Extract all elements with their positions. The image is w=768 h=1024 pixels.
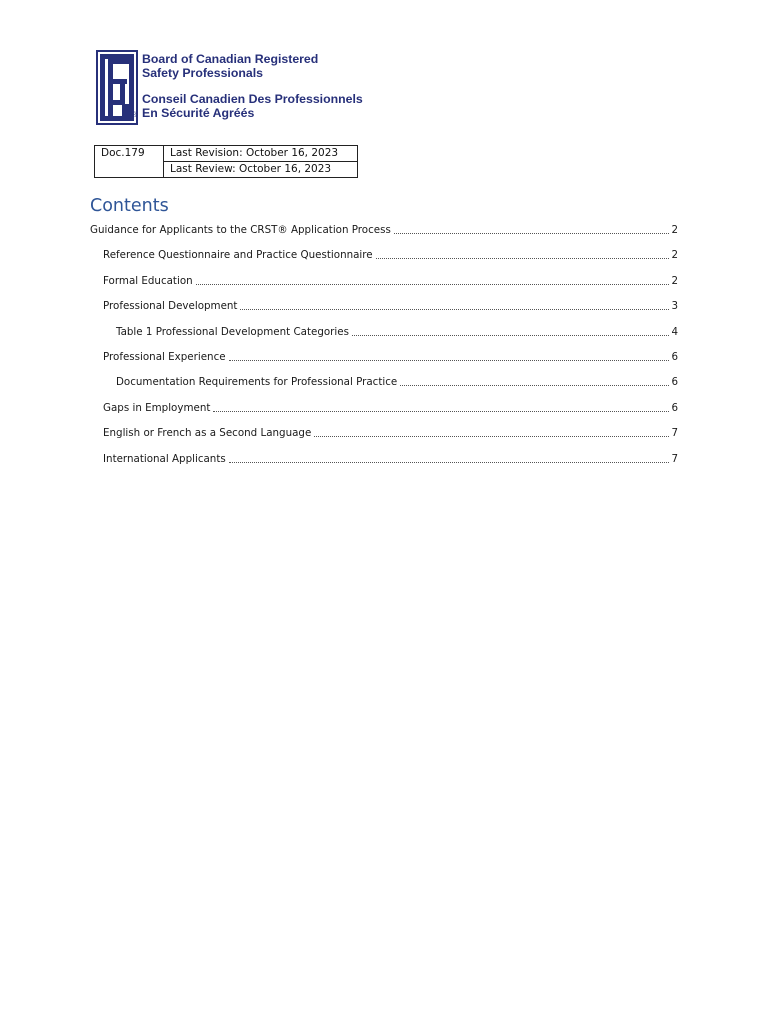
org-name-line: En Sécurité Agréés	[142, 106, 255, 120]
toc-dot-leader	[352, 334, 669, 336]
organization-name	[142, 52, 363, 120]
toc-entry-label: Professional Experience	[103, 351, 226, 363]
toc-entry-label: English or French as a Second Language	[103, 427, 312, 440]
toc-dot-leader	[394, 232, 670, 234]
toc-dot-leader	[376, 257, 670, 259]
toc-entry-label: Documentation Requirements for Professional Practice	[116, 376, 398, 389]
toc-dot-leader	[229, 359, 670, 361]
toc-entry[interactable]	[90, 450, 678, 466]
toc-entry-page-number: 2	[671, 224, 678, 236]
org-name-line: Board of Canadian Registered	[142, 52, 319, 66]
toc-entry-page-number: 6	[671, 351, 678, 363]
toc-entry[interactable]	[90, 246, 678, 262]
toc-entry-label: International Applicants	[103, 452, 226, 465]
org-name-line: Safety Professionals	[142, 66, 263, 80]
last-revision: Last Revision: October 16, 2023	[164, 146, 358, 162]
toc-entry-label: Gaps in Employment	[103, 401, 211, 414]
toc-entry-page-number: 6	[671, 376, 678, 389]
toc-entry[interactable]	[90, 399, 678, 415]
toc-dot-leader	[196, 283, 670, 285]
toc-dot-leader	[213, 410, 669, 412]
toc-entry[interactable]	[90, 297, 678, 313]
toc-dot-leader	[314, 435, 669, 437]
last-review: Last Review: October 16, 2023	[164, 162, 358, 178]
registered-mark: ®	[132, 112, 138, 119]
organization-logo	[96, 50, 381, 126]
doc-number: Doc.179	[95, 146, 164, 178]
document-revision-table	[94, 145, 358, 178]
org-name-line: Conseil Canadien Des Professionnels	[142, 92, 363, 106]
toc-entry[interactable]	[90, 373, 678, 389]
toc-entry[interactable]	[90, 323, 678, 339]
toc-entry-page-number: 2	[671, 274, 678, 287]
toc-entry-page-number: 6	[671, 401, 678, 414]
toc-dot-leader	[229, 461, 670, 463]
toc-entry-label: Table 1 Professional Development Categories	[116, 325, 349, 338]
toc-entry-page-number: 3	[671, 300, 678, 313]
toc-dot-leader	[240, 308, 669, 310]
contents-heading: Contents	[90, 196, 169, 216]
toc-entry-label: Reference Questionnaire and Practice Questionnaire	[103, 249, 373, 262]
toc-entry-label: Guidance for Applicants to the CRST® Application Process	[90, 224, 391, 236]
toc-entry-page-number: 4	[671, 325, 678, 338]
toc-entry[interactable]	[90, 424, 678, 440]
toc-entry-page-number: 7	[671, 427, 678, 440]
toc-entry-label: Formal Education	[103, 274, 193, 287]
toc-entry[interactable]	[90, 221, 678, 237]
toc-dot-leader	[400, 384, 669, 386]
toc-entry-label: Professional Development	[103, 300, 238, 313]
toc-entry[interactable]	[90, 272, 678, 288]
toc-entry-page-number: 7	[671, 452, 678, 465]
toc-entry[interactable]	[90, 348, 678, 364]
toc-entry-page-number: 2	[671, 249, 678, 262]
